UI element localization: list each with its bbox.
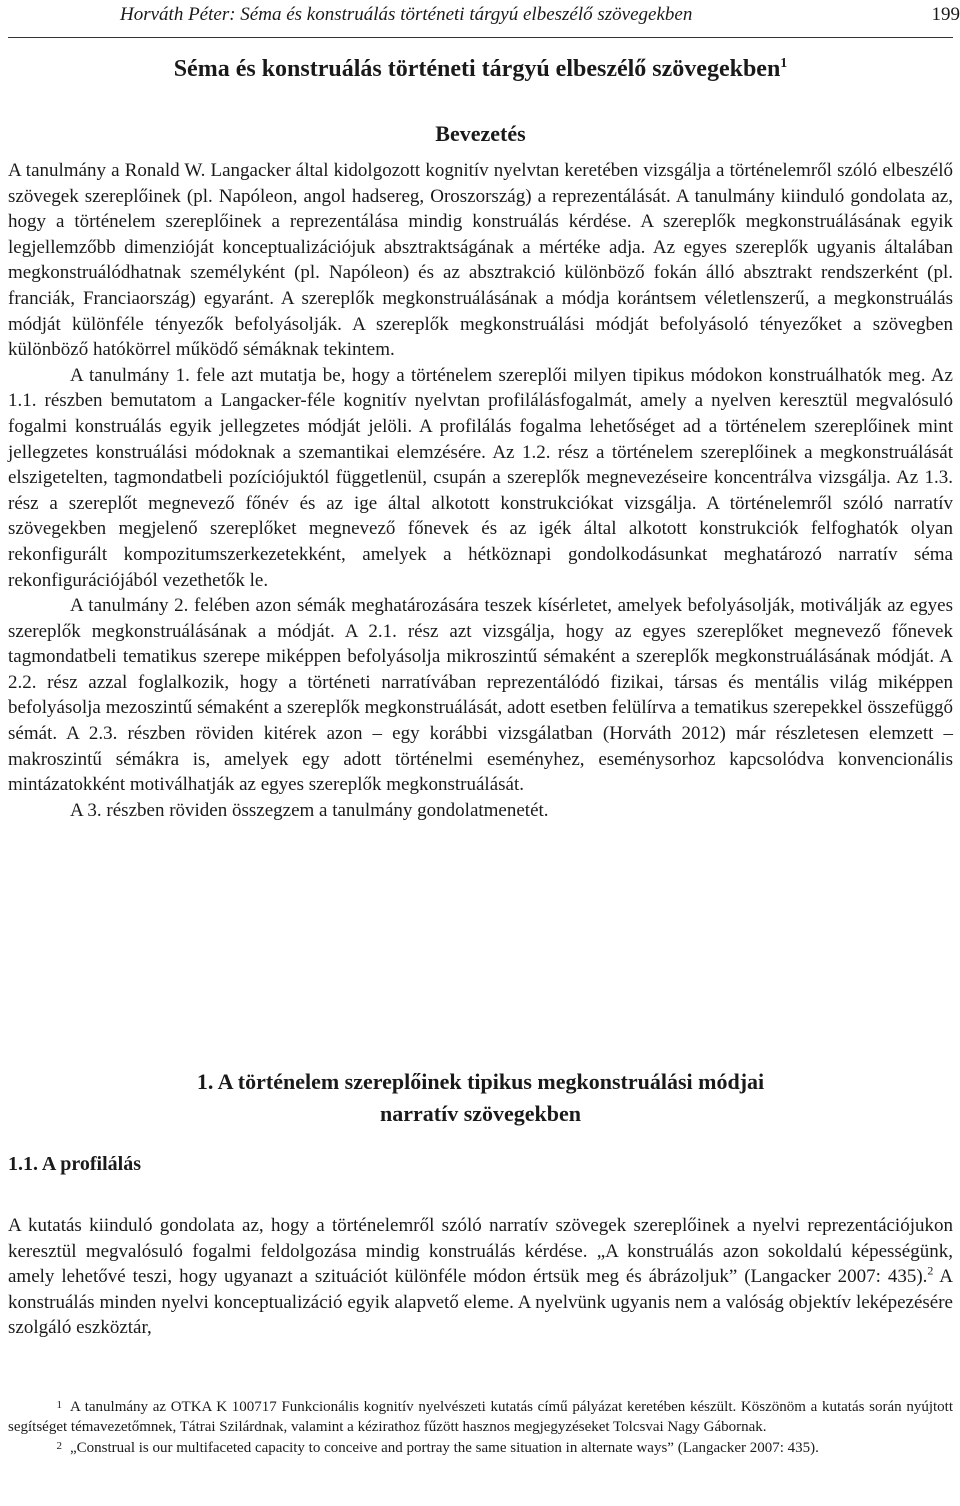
- header-rule: [8, 37, 953, 38]
- section-paragraph-part2: A konstruálás minden nyelvi konceptualizáció egyik alapvető eleme. A nyelvünk ugyanis nem a valóság objektív leképezésére szolgáló eszköztár,: [8, 1266, 953, 1339]
- footnote-2: [8, 1439, 953, 1459]
- footnotes: [8, 1398, 953, 1461]
- article-title-text: Séma és konstruálás történeti tárgyú elbeszélő szövegekben: [173, 56, 781, 82]
- section-body: [8, 1213, 953, 1341]
- section-heading-line2: narratív szövegekben: [379, 1101, 582, 1126]
- footnote-2-text: „Construal is our multifaceted capacity to conceive and portray the same situation in alternate ways” (Langacker 2007: 435).: [70, 1440, 819, 1456]
- section-heading-line1: 1. A történelem szereplőinek tipikus megkonstruálási módjai: [196, 1069, 765, 1094]
- intro-paragraph-2: A tanulmány 1. fele azt mutatja be, hogy a történelem szereplői milyen tipikus módokon konstruálhatók meg. Az 1.1. részben bemutatom a Langacker-féle kognitív nyelvtan profilálásfogalmát, amely a nyelven keresztül megvalósuló fogalmi konstruálás egyik jellegzetes módját jelöli. A profilálás fogalma lehetőséget ad a történelem szereplőinek mint jellegzetes konstruálási módoknak a szemantikai elemzésére. Az 1.2. rész a történelem szereplőinek a megkonstruálását elszigetelten, tagmondatbeli pozíciójuktól függetlenül, csupán a szereplők megnevezéseire koncentrálva vizsgálja. Az 1.3. rész a szereplőt megnevező főnév és az ige által alkotott konstrukciókat vizsgálja. A történelemről szóló narratív szövegekben megjelenő szereplőket megnevező főnevek és az igék által alkotott konstrukciók felfoghatók olyan rekonfigurált kompozitumszerkezetekként, amelyek a hétköznapi gondolkodásunkat meghatározó narratív séma rekonfigurációjából vezethetők le.: [8, 364, 953, 591]
- footnote-2-mark: 2: [56, 1440, 62, 1452]
- footnote-1-text: A tanulmány az OTKA K 100717 Funkcionális kognitív nyelvészeti kutatás című pályázat keretében készült. Köszönöm a kutatás során nyújtott segítséget témavezetőmnek, Tátrai Szilárdnak, valamint a kézirathoz fűzött hasznos megjegyzéseket Tolcsvai Nagy Gábornak.: [8, 1399, 953, 1435]
- subsection-heading: 1.1. A profilálás: [8, 1153, 141, 1175]
- intro-paragraph-4: A 3. részben röviden összegzem a tanulmány gondolatmenetét.: [70, 799, 549, 821]
- intro-heading: Bevezetés: [435, 121, 526, 146]
- intro-paragraph-3: A tanulmány 2. felében azon sémák meghatározására teszek kísérletet, amelyek befolyásolják, motiválják az egyes szereplők megkonstruálásának a módját. A 2.1. rész azt vizsgálja, hogy az egyes szereplőket megnevező főnevek tagmondatbeli tematikus szerepe miképpen befolyásolja mikroszintű sémaként a szereplők megkonstruálásának módját. A 2.2. rész azzal foglalkozik, hogy a történeti narratívában reprezentálódó fizikai, társas és mentális világ miképpen befolyásolja mezoszintű sémaként a szereplők megkonstruálását, adott esetben felülírva a tematikus szerepekkel összefüggő sémát. A 2.3. részben röviden kitérek azon – egy korábbi vizsgálatban (Horváth 2012) már részletesen elemzett – makroszintű sémákra is, amelyek egy adott történelmi eseményhez, eseménysorhoz kapcsolódva konvencionális mintázatokként motiválhatják az egyes szereplők megkonstruálását.: [8, 595, 953, 796]
- footnote-1-mark: 1: [56, 1399, 62, 1411]
- page-number: 199: [931, 4, 960, 25]
- running-title: Horváth Péter: Séma és konstruálás történeti tárgyú elbeszélő szövegekben: [120, 4, 693, 25]
- footnote-ref-2[interactable]: 2: [927, 1263, 934, 1278]
- section-heading: [8, 1066, 953, 1130]
- title-footnote-mark: 1: [780, 56, 788, 71]
- article-title: [8, 56, 953, 83]
- intro-body: [8, 158, 953, 823]
- section-paragraph-part1: A kutatás kiinduló gondolata az, hogy a történelemről szóló narratív szövegek szereplőinek a nyelvi reprezentációjukon keresztül megvalósuló fogalmi feldolgozása mindig konstruálás kérdése. „A konstruálás azon sokoldalú képességünk, amely lehetővé teszi, hogy ugyanazt a szituációt különféle módon értsük meg és ábrázoljuk” (Langacker 2007: 435).: [8, 1215, 953, 1288]
- footnote-1: [8, 1398, 953, 1437]
- section-paragraph: [8, 1213, 953, 1341]
- intro-paragraph-1: A tanulmány a Ronald W. Langacker által kidolgozott kognitív nyelvtan keretében vizsgálja a történelemről szóló elbeszélő szövegek szereplőinek (pl. Napóleon, angol hadsereg, Oroszország) a reprezentálását. A tanulmány kiinduló gondolata az, hogy a történelem szereplőinek a reprezentálása mindig konstruálás kérdése. A szereplők megkonstruálásának egyik legjellemzőbb dimenzióját konceptualizációjuk absztraktságának a mértéke adja. Az egyes szereplők ugyanis általában megkonstruálódhatnak személyként (pl. Napóleon) és az absztrakció különböző fokán álló absztrakt rendszerként (pl. franciák, Franciaország) egyaránt. A szereplők megkonstruálásának a módja korántsem véletlenszerű, a megkonstruálás módját különféle tényezők befolyásolják. A szereplők megkonstruálási módját befolyásoló tényezőket a szövegben különböző hatókörrel működő sémáknak tekintem.: [8, 160, 953, 361]
- running-head: [120, 4, 960, 34]
